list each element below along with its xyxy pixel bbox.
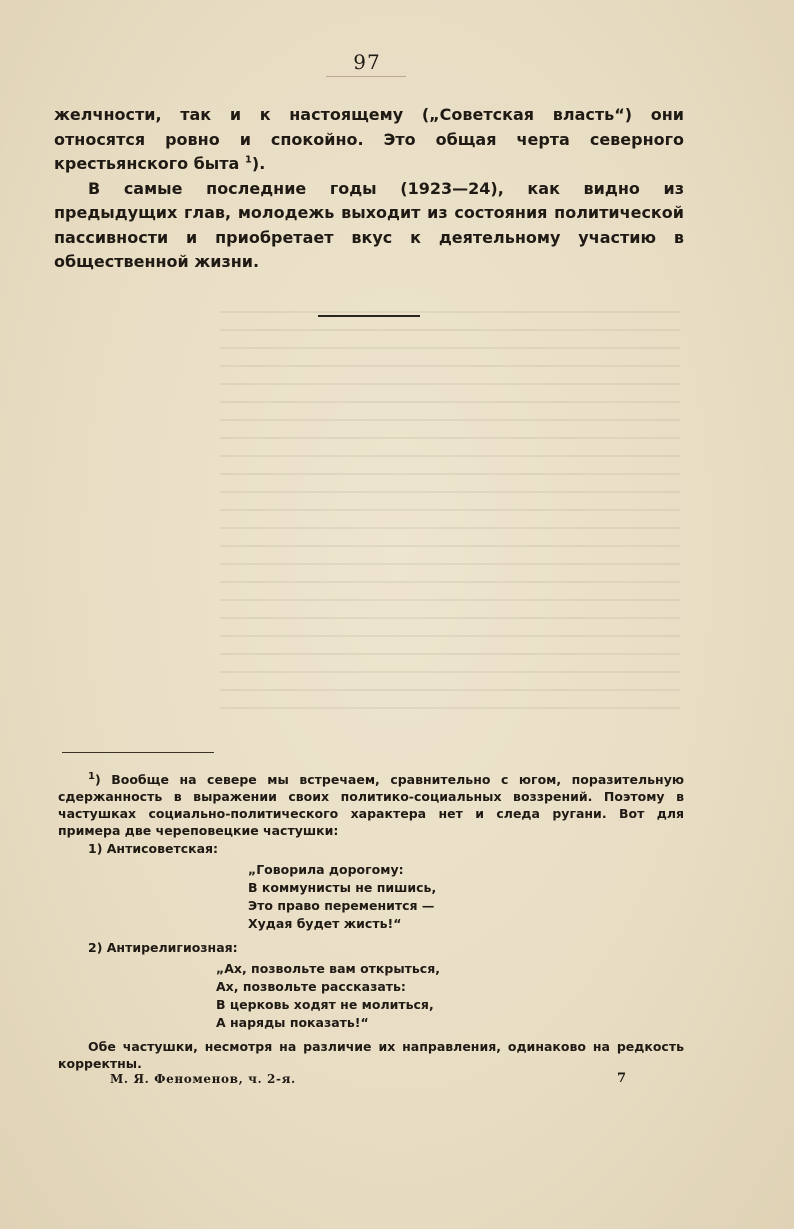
verse-2-line: В церковь ходят не молиться, xyxy=(216,997,434,1012)
bleed-through-shadow xyxy=(220,295,680,715)
verse-1-line: „Говорила дорогому: xyxy=(248,862,404,877)
verse-2-line: А наряды показать!“ xyxy=(216,1015,369,1030)
footnote-closing: Обе частушки, несмотря на различие их направления, одинаково на редкость корректны. xyxy=(58,1039,684,1071)
footnote-intro-text: ) Вообще на севере мы встречаем, сравнительно с югом, поразительную сдержанность в выражении своих политико-социальных воззрений. Поэтому в частушках социально-политического характера нет и следа ругани. Вот для примера две череповецкие частушки: xyxy=(58,772,684,838)
paragraph-1-text: желчности, так и к настоящему („Советская власть“) они относятся ровно и спокойно. Это общая черта северного крестьянского быта xyxy=(54,105,684,173)
footnote-marker: 1 xyxy=(88,770,95,782)
paragraph-1-end: ). xyxy=(251,154,266,173)
verse-1-label: 1) Антисоветская: xyxy=(88,841,219,856)
verse-1-line: Это право переменится — xyxy=(248,898,435,913)
verse-1-line: Худая будет жисть!“ xyxy=(248,916,402,931)
page-number: 97 xyxy=(353,50,381,74)
footnote-divider xyxy=(62,752,214,753)
verse-2-line: „Ах, позвольте вам открыться, xyxy=(216,961,440,976)
verse-2-line: Ах, позвольте рассказать: xyxy=(216,979,406,994)
footnote-reference: 1 xyxy=(244,154,252,166)
paragraph-1 xyxy=(54,103,684,177)
verse-1 xyxy=(58,861,684,933)
sheet-number: 7 xyxy=(617,1071,627,1086)
verse-2-label: 2) Антирелигиозная: xyxy=(88,940,238,955)
page-number-rule xyxy=(326,76,406,77)
verse-2 xyxy=(58,960,684,1032)
printer-signature: М. Я. Феноменов, ч. 2-я. xyxy=(110,1072,296,1086)
footnote xyxy=(58,771,684,1072)
main-text xyxy=(54,103,684,275)
verse-1-line: В коммунисты не пишись, xyxy=(248,880,437,895)
paragraph-2: В самые последние годы (1923—24), как видно из предыдущих глав, молодежь выходит из состояния политической пассивности и приобретает вкус к деятельному участию в общественной жизни. xyxy=(54,178,684,271)
footnote-intro xyxy=(58,771,684,839)
